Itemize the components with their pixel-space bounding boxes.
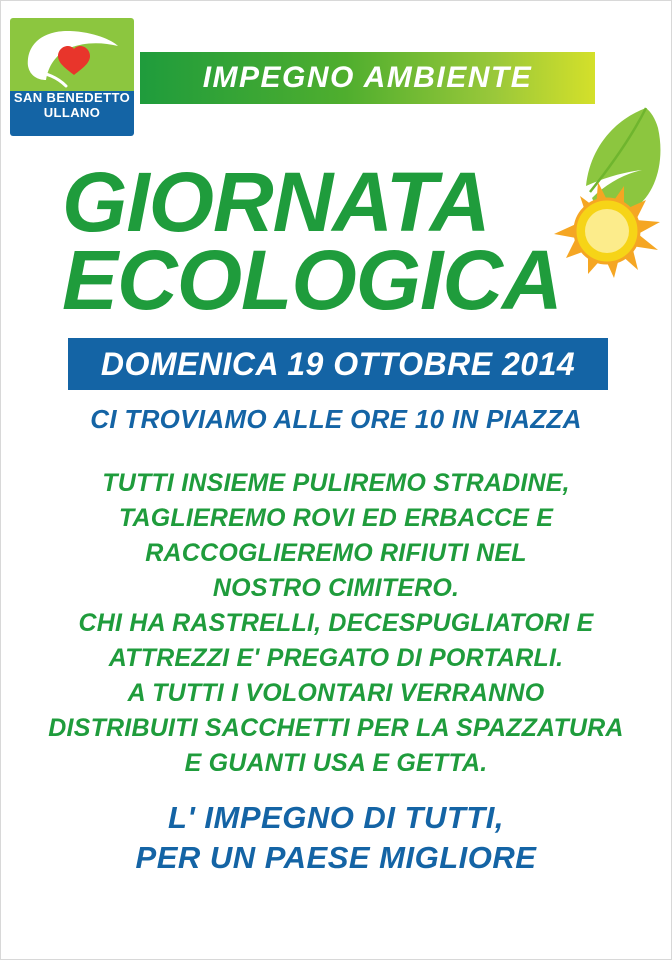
closing-slogan-line2: PER UN PAESE MIGLIORE xyxy=(135,840,537,875)
body-line: TAGLIEREMO ROVI ED ERBACCE E xyxy=(118,504,554,532)
event-date-bar xyxy=(68,338,608,390)
body-line: TUTTI INSIEME PULIREMO STRADINE, xyxy=(102,469,570,497)
heart-leaf-swirl-icon xyxy=(22,26,122,88)
municipality-name-line1: SAN BENEDETTO xyxy=(13,90,131,105)
event-date-text: DOMENICA 19 OTTOBRE 2014 xyxy=(100,346,576,382)
body-line: NOSTRO CIMITERO. xyxy=(212,574,460,602)
body-line: DISTRIBUITI SACCHETTI PER LA SPAZZATURA xyxy=(48,714,624,742)
body-line: RACCOGLIEREMO RIFIUTI NEL xyxy=(145,539,527,567)
municipality-logo xyxy=(10,18,134,136)
body-line: A TUTTI I VOLONTARI VERRANNO xyxy=(127,679,545,707)
sun-and-leaf-decoration xyxy=(528,100,668,300)
closing-slogan xyxy=(0,798,672,878)
municipality-name-line2: ULLANO xyxy=(43,105,101,120)
closing-slogan-line1: L' IMPEGNO DI TUTTI, xyxy=(168,800,504,835)
body-text xyxy=(0,466,672,781)
meeting-info: CI TROVIAMO ALLE ORE 10 IN PIAZZA xyxy=(90,404,582,434)
page-title-line2: ECOLOGICA xyxy=(62,233,562,327)
body-line: ATTREZZI E' PREGATO DI PORTARLI. xyxy=(108,644,564,672)
body-line: CHI HA RASTRELLI, DECESPUGLIATORI E xyxy=(78,609,594,637)
body-line: E GUANTI USA E GETTA. xyxy=(184,749,488,777)
header-banner-text: IMPEGNO AMBIENTE xyxy=(202,61,533,94)
municipality-name xyxy=(10,90,134,120)
page-title-line1: GIORNATA xyxy=(62,155,490,249)
header-banner xyxy=(140,52,595,104)
